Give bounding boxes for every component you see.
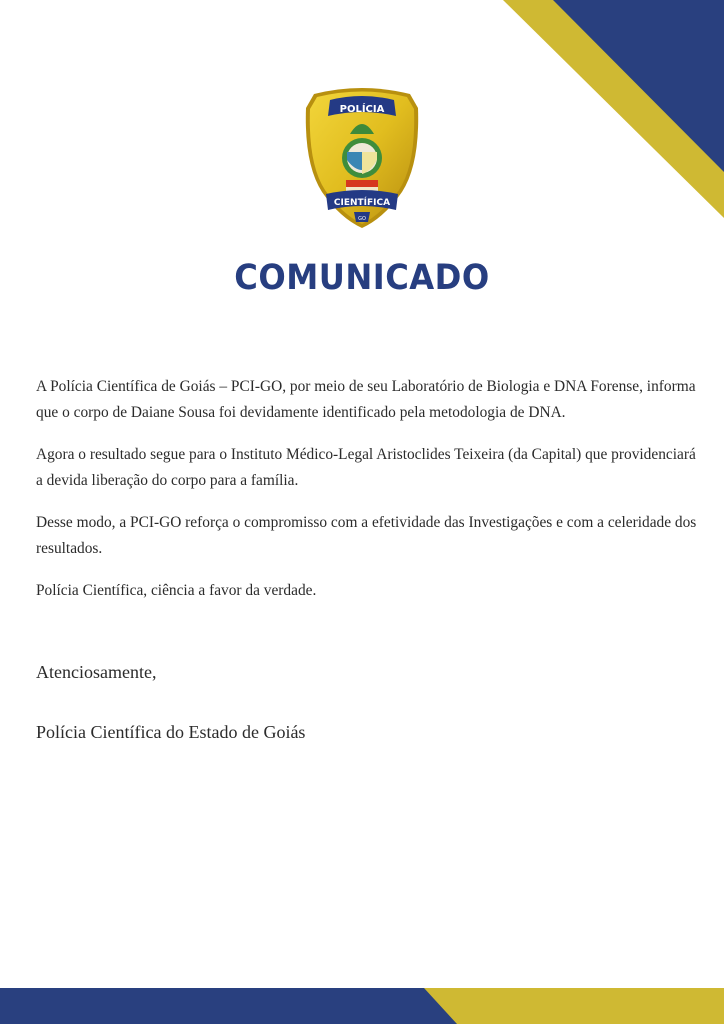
svg-text:CIENTÍFICA: CIENTÍFICA xyxy=(333,198,391,208)
footer-band xyxy=(0,988,724,1024)
salutation: Atenciosamente, xyxy=(36,662,157,682)
signature: Polícia Científica do Estado de Goiás xyxy=(36,722,306,742)
paragraph: A Polícia Científica de Goiás – PCI-GO, por meio de seu Laboratório de Biologia e DNA Forense, informa que o corpo de Daiane Sousa foi devidamente identificado pela metodologia de DNA. xyxy=(36,378,696,421)
svg-text:GO: GO xyxy=(358,216,366,222)
svg-text:POLÍCIA: POLÍCIA xyxy=(339,104,385,115)
footer-navy xyxy=(0,988,457,1024)
announcement-body xyxy=(36,374,706,620)
page-title: COMUNICADO xyxy=(234,258,490,298)
paragraph: Agora o resultado segue para o Instituto Médico-Legal Aristoclides Teixeira (da Capital) que providenciará a devida liberação do corpo para a família. xyxy=(36,446,696,489)
paragraph: Desse modo, a PCI-GO reforça o compromisso com a efetividade das Investigações e com a celeridade dos resultados. xyxy=(36,514,697,557)
paragraph: Polícia Científica, ciência a favor da verdade. xyxy=(36,582,317,599)
policia-cientifica-badge-icon xyxy=(302,84,422,230)
